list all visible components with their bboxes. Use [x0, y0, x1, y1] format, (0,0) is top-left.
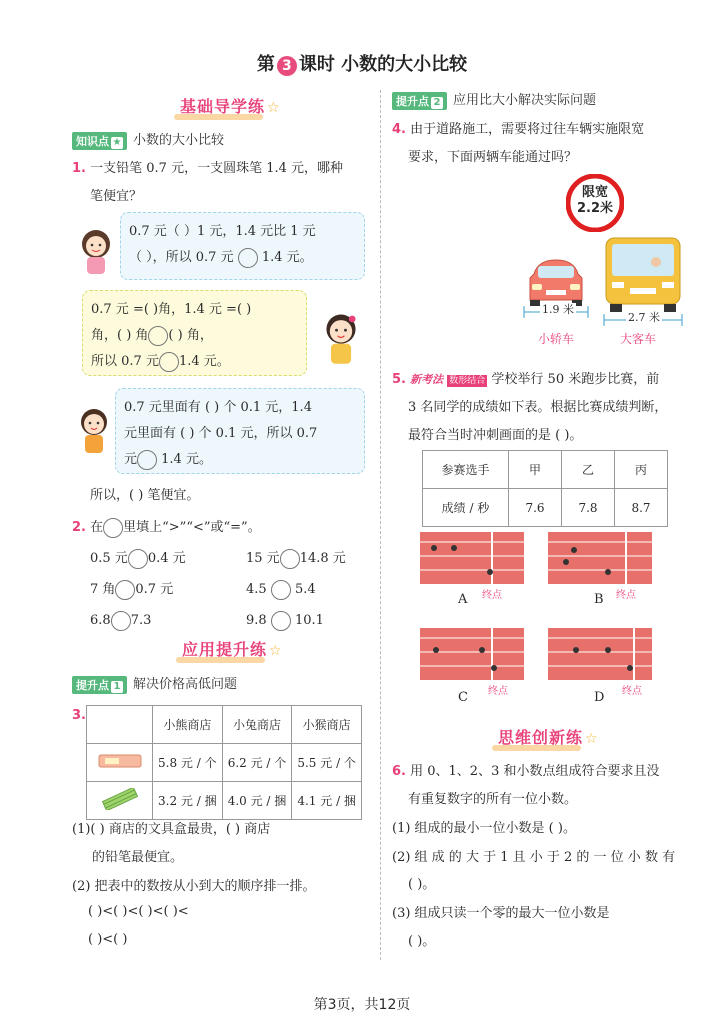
q5-stem-line2: 3 名同学的成绩如下表。根据比赛成绩判断， — [408, 400, 668, 415]
table-header: 参赛选手 — [423, 451, 509, 489]
race-picture-a[interactable] — [420, 532, 524, 584]
boost-1-label: 解决价格高低问题 — [133, 677, 238, 692]
page-footer: 第3页，共12页 — [313, 997, 411, 1013]
compare-circle[interactable] — [280, 549, 300, 569]
car-icon — [524, 256, 588, 308]
q6-stem-line1: 6. 用 0、1、2、3 和小数点组成符合要求且没 — [392, 764, 660, 779]
hint-2-line3: 所以 0.7 元 1.4 元。 — [91, 349, 298, 375]
q6-part3-line1: (3) 组成只读一个零的最大一位小数是 — [392, 906, 610, 921]
method-tag: 数形结合 — [449, 376, 486, 386]
q3-part1-line1: (1)( ) 商店的文具盒最贵，( ) 商店 — [72, 822, 271, 837]
new-method-badge: 新考法 — [410, 373, 444, 386]
q5-stem-line3: 最符合当时冲刺画面的是 ( )。 — [408, 428, 583, 443]
compare-circle[interactable] — [128, 549, 148, 569]
table-header: 小兔商店 — [222, 706, 292, 744]
compare-circle[interactable] — [238, 248, 258, 268]
pencil-box-icon — [97, 752, 143, 770]
q1-number: 1. — [72, 161, 86, 176]
compare-circle[interactable] — [159, 352, 179, 372]
title-prefix: 第 — [256, 54, 275, 75]
race-picture-d[interactable] — [548, 628, 652, 680]
knowledge-tag: 知识点 ★ — [72, 132, 127, 150]
q2-item-6: 9.8 10.1 — [246, 607, 324, 635]
q6-stem-line2: 有重复数字的所有一位小数。 — [408, 792, 578, 807]
q3-part1-line2: 的铅笔最便宜。 — [92, 850, 184, 865]
table-header: 小猴商店 — [292, 706, 362, 744]
race-picture-b[interactable] — [548, 532, 652, 584]
compare-circle[interactable] — [111, 611, 131, 631]
q1-stem-line1: 1. 一支铅笔 0.7 元，一支圆珠笔 1.4 元，哪种 — [72, 161, 344, 176]
q6-part3-line2: ( )。 — [408, 934, 436, 949]
q4-stem-line2: 要求，下面两辆车能通过吗？ — [408, 150, 578, 165]
bus-icon — [602, 236, 684, 314]
q3-order-blanks-2: ( )<( ) — [88, 932, 128, 947]
car-name: 小轿车 — [538, 332, 575, 346]
compare-circle[interactable] — [115, 580, 135, 600]
q4-stem-line1: 4. 由于道路施工，需要将过往车辆实施限宽 — [392, 122, 645, 137]
option-d-label: D — [594, 690, 605, 705]
page-title — [0, 50, 724, 76]
knowledge-point-line — [72, 129, 224, 150]
hint-3-line1: 0.7 元里面有 ( ) 个 0.1 元，1.4 — [124, 400, 312, 415]
finish-label: 终点 — [616, 590, 636, 601]
q2-item-3: 7 角 0.7 元 — [90, 576, 173, 604]
sign-text: 限宽 2.2米 — [576, 185, 614, 216]
q6-part1: (1) 组成的最小一位小数是 ( )。 — [392, 821, 576, 836]
q4-number: 4. — [392, 122, 406, 137]
boost-point-1-line — [72, 673, 237, 694]
boost-tag-1: 提升点 1 — [72, 676, 127, 694]
girl-avatar-2 — [318, 310, 364, 366]
table-row: 3.2 元 / 捆 4.0 元 / 捆 4.1 元 / 捆 — [87, 782, 362, 820]
q3-order-blanks-1: ( )<( )<( )<( )< — [88, 904, 189, 919]
girl-avatar-3 — [74, 405, 114, 455]
compare-circle — [103, 518, 123, 538]
q1-answer-line: 所以，( ) 笔便宜。 — [90, 488, 200, 503]
q3-number: 3. — [72, 708, 86, 723]
finish-label: 终点 — [482, 590, 502, 601]
compare-circle[interactable] — [148, 326, 168, 346]
q3-part2-stem: (2) 把表中的数按从小到大的顺序排一排。 — [72, 879, 316, 894]
q6-part2-line1: (2) 组 成 的 大 于 1 且 小 于 2 的 一 位 小 数 有 — [392, 850, 676, 865]
title-text: 课时 小数的大小比较 — [298, 54, 468, 75]
bus-width-label: 2.7 米 — [628, 311, 660, 324]
girl-avatar-1 — [76, 226, 116, 276]
compare-circle[interactable] — [271, 611, 291, 631]
q6-part2-line2: ( )。 — [408, 877, 436, 892]
hint-3-line2: 元里面有 ( ) 个 0.1 元，所以 0.7 — [124, 426, 318, 441]
lesson-number-badge: 3 — [277, 56, 297, 76]
q2-item-1: 0.5 元 0.4 元 — [90, 545, 186, 573]
star-icon: ☆ — [585, 731, 599, 747]
hint-2-line1: 0.7 元 =( )角，1.4 元 =( ) — [91, 302, 252, 317]
compare-circle[interactable] — [271, 580, 291, 600]
q5-score-table — [422, 450, 668, 527]
boost-point-2-line — [392, 89, 596, 110]
q5-number: 5. — [392, 372, 406, 387]
star-icon: ☆ — [267, 100, 281, 116]
q2-number: 2. — [72, 520, 86, 535]
section-think-title: 思维创新练 ☆ — [498, 725, 599, 748]
hint-1-line2: （ ），所以 0.7 元 1.4 元。 — [129, 245, 356, 271]
table-row: 5.8 元 / 个 6.2 元 / 个 5.5 元 / 个 — [87, 744, 362, 782]
knowledge-label: 小数的大小比较 — [133, 133, 225, 148]
table-header: 甲 — [509, 451, 562, 489]
q5-stem-line1: 5. 新考法 数形结合 学校举行 50 米跑步比赛，前 — [392, 372, 660, 387]
q1-stem-line2: 笔便宜？ — [90, 189, 143, 204]
table-header: 乙 — [562, 451, 615, 489]
table-row: 成绩 / 秒 7.6 7.8 8.7 — [423, 489, 668, 527]
column-divider — [380, 90, 381, 960]
bus-name: 大客车 — [620, 332, 657, 346]
option-c-label: C — [458, 690, 468, 705]
hint-1-line1: 0.7 元（ ）1 元，1.4 元比 1 元 — [129, 224, 316, 239]
q2-item-2: 15 元 14.8 元 — [246, 545, 346, 573]
section-basic-title: 基础导学练 ☆ — [180, 94, 281, 117]
table-header: 小熊商店 — [153, 706, 223, 744]
hint-3-line3: 元 1.4 元。 — [124, 447, 356, 473]
star-icon: ☆ — [269, 643, 283, 659]
q3-number-wrap — [72, 702, 86, 730]
hint-bubble-2 — [82, 290, 307, 376]
table-header: 丙 — [615, 451, 668, 489]
hint-bubble-1 — [120, 212, 365, 280]
q2-stem: 2. 在 里填上“>”“<”或“=”。 — [72, 514, 261, 542]
compare-circle[interactable] — [137, 450, 157, 470]
boost-2-label: 应用比大小解决实际问题 — [453, 93, 597, 108]
q3-price-table — [86, 705, 362, 820]
finish-label: 终点 — [488, 686, 508, 697]
option-b-label: B — [594, 592, 604, 607]
hint-bubble-3 — [115, 388, 365, 474]
option-a-label: A — [458, 592, 468, 607]
pencil-bundle-icon — [97, 788, 143, 810]
race-picture-c[interactable] — [420, 628, 524, 680]
q2-item-4: 4.5 5.4 — [246, 576, 316, 604]
boost-tag-2: 提升点 2 — [392, 92, 447, 110]
q6-number: 6. — [392, 764, 406, 779]
finish-label: 终点 — [622, 686, 642, 697]
section-apply-title: 应用提升练 ☆ — [182, 637, 283, 660]
car-width-label: 1.9 米 — [542, 303, 574, 316]
star-icon: ★ — [112, 136, 122, 148]
hint-2-line2: 角，( ) 角 ( ) 角， — [91, 323, 298, 349]
q2-item-5: 6.8 7.3 — [90, 607, 151, 635]
